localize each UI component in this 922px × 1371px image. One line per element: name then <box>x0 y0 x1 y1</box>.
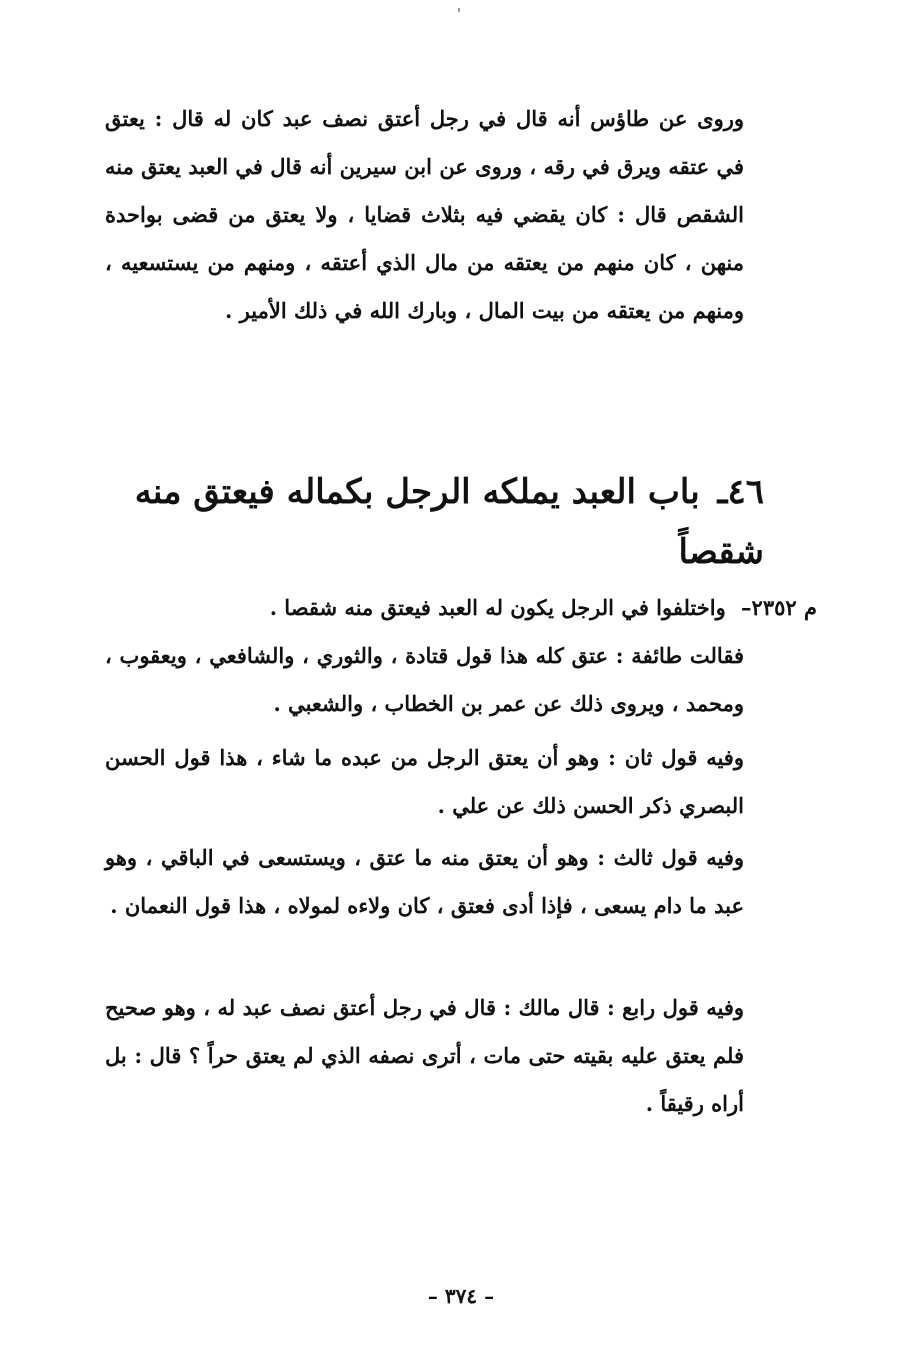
intro-paragraph: وروى عن طاؤس أنه قال في رجل أعتق نصف عبد كان له قال : يعتق في عتقه ويرق في رقه ، وروى عن ابن سيرين أنه قال في العبد يعتق منه الشقص قال : كان يقضي فيه بثلاث قضايا ، ولا يعتق من قضى بواحدة منهن ، كان منهم من يعتقه من مال الذي أعتقه ، ومنهم من يستسعيه ، ومنهم من يعتقه من بيت المال ، وبارك الله في ذلك الأمير . <box>105 106 744 323</box>
page-number: – ٣٧٤ – <box>427 1284 495 1308</box>
section-number: ٤٦ـ <box>717 472 764 512</box>
section-title: باب العبد يملكه الرجل بكماله فيعتق منه شقصاً <box>134 472 764 572</box>
section-heading <box>120 462 764 582</box>
opinion-paragraph-3: وفيه قول ثالث : وهو أن يعتق منه ما عتق ، ويستسعى في الباقي ، وهو عبد ما دام يسعى ، فإذا أدى فعتق ، كان ولاءه لمولاه ، هذا قول النعمان . <box>105 845 744 918</box>
scan-mark <box>458 8 460 12</box>
opinion-paragraph-4: وفيه قول رابع : قال مالك : قال في رجل أعتق نصف عبد له ، وهو صحيح فلم يعتق عليه بقيته حتى مات ، أترى نصفه الذي لم يعتق حراً ؟ قال : بل أراه رقيقاً . <box>105 995 744 1116</box>
opinion-paragraph-2: وفيه قول ثان : وهو أن يعتق الرجل من عبده ما شاء ، هذا قول الحسن البصري ذكر الحسن ذلك عن علي . <box>105 745 744 818</box>
issue-text: واختلفوا في الرجل يكون له العبد فيعتق منه شقصا . <box>269 595 726 620</box>
opinion-paragraph-1: فقالت طائفة : عتق كله هذا قول قتادة ، والثوري ، والشافعي ، ويعقوب ، ومحمد ، ويروى ذلك عن عمر بن الخطاب ، والشعبي . <box>105 643 744 716</box>
issue-code: م ٢٣٥٢– <box>741 595 817 620</box>
issue-line <box>105 584 817 632</box>
